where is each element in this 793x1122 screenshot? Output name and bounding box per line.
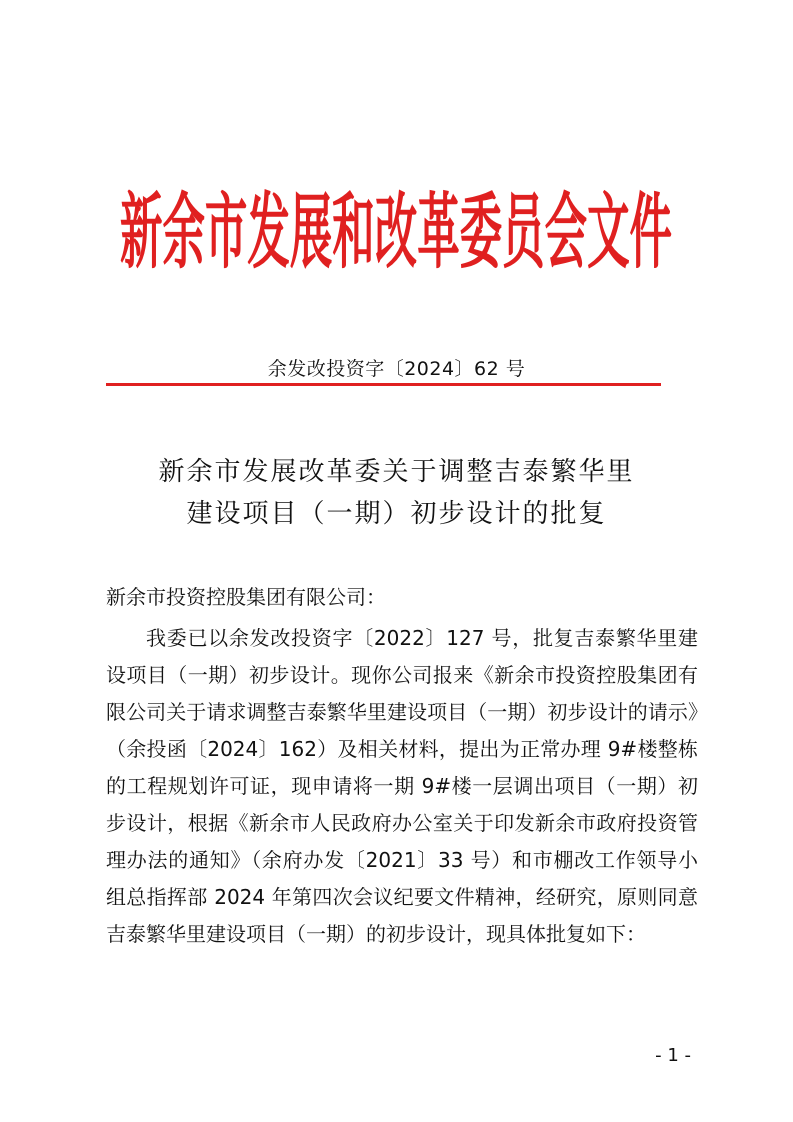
masthead-svg bbox=[0, 168, 793, 278]
page-number: - 1 - bbox=[655, 1045, 691, 1066]
masthead-title: 新余市发展和改革委员会文件 bbox=[120, 184, 672, 278]
body-paragraph: 我委已以余发改投资字〔2022〕127 号，批复吉泰繁华里建设项目（一期）初步设计。现你公司报来《新余市投资控股集团有限公司关于请求调整吉泰繁华里建设项目（一期）初步设计的请示》（余投函〔2024〕162）及相关材料，提出为正常办理 9#楼整栋的工程规划许可证，现申请将一期 9#楼一层调出项目（一期）初步设计，根据《新余市人民政府办公室关于印发新余市政府投资管理办法的通知》（余府办发〔2021〕33 号）和市棚改工作领导小组总指挥部 2024 年第四次会议纪要文件精神，经研究，原则同意吉泰繁华里建设项目（一期）的初步设计，现具体批复如下： bbox=[106, 626, 698, 946]
addressee: 新余市投资控股集团有限公司： bbox=[106, 585, 386, 609]
document-title-line-2: 建设项目（一期）初步设计的批复 bbox=[186, 499, 607, 529]
document-title-line-1: 新余市发展改革委关于调整吉泰繁华里 bbox=[158, 457, 635, 487]
red-divider-rule bbox=[106, 383, 661, 386]
masthead bbox=[0, 168, 793, 278]
document-number: 余发改投资字〔2024〕62 号 bbox=[267, 358, 526, 380]
